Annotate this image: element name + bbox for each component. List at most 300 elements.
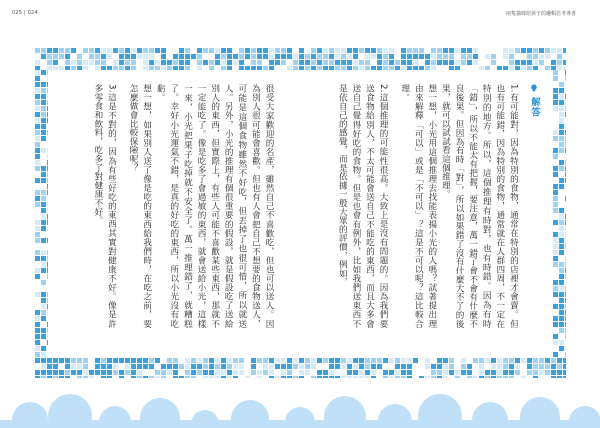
mosaic-square <box>479 376 484 378</box>
mosaic-square <box>59 358 64 363</box>
mosaic-square <box>565 88 566 93</box>
mosaic-square <box>263 358 268 363</box>
mosaic-square <box>497 60 502 65</box>
mosaic-square <box>113 48 118 53</box>
mosaic-square <box>161 48 166 53</box>
mosaic-square <box>491 48 496 53</box>
mosaic-square <box>89 370 94 375</box>
mosaic-square <box>407 364 412 369</box>
mosaic-square <box>35 226 40 231</box>
mosaic-square <box>233 48 238 53</box>
mosaic-square <box>503 364 508 369</box>
mosaic-square <box>245 48 250 53</box>
mosaic-square <box>533 60 538 65</box>
answer-paragraph-2: 2.這個推理的可能性很高。大致上是沒有問題的。因為我們要送食物給別人，不太可能會送自己不能吃的東西，而且大多會送自己覺得好吃的食物。但是也會有例外，比如我們送東西不是依自己的感覺，而是依據一般大眾的評價，例如， <box>337 84 389 328</box>
mosaic-square <box>545 358 550 363</box>
mosaic-square <box>35 274 40 279</box>
mosaic-square <box>383 54 388 59</box>
mosaic-square <box>553 334 558 339</box>
mosaic-square <box>559 196 564 201</box>
mosaic-square <box>565 280 566 285</box>
mosaic-square <box>305 370 310 375</box>
mosaic-square <box>251 54 256 59</box>
mosaic-square <box>347 376 352 378</box>
mosaic-square <box>533 48 538 53</box>
mosaic-square <box>527 370 532 375</box>
mosaic-square <box>65 60 70 65</box>
mosaic-square <box>257 60 262 65</box>
mosaic-square <box>407 48 412 53</box>
mosaic-square <box>245 376 250 378</box>
mosaic-square <box>553 196 558 201</box>
mosaic-square <box>553 100 558 105</box>
mosaic-square <box>323 370 328 375</box>
mosaic-square <box>101 358 106 363</box>
mosaic-square <box>239 48 244 53</box>
mosaic-square <box>565 202 566 207</box>
mosaic-square <box>35 54 40 59</box>
mosaic-square <box>107 54 112 59</box>
mosaic-square <box>449 370 454 375</box>
mosaic-square <box>65 54 70 59</box>
mosaic-square <box>41 76 46 81</box>
mosaic-square <box>311 364 316 369</box>
mosaic-square <box>167 370 172 375</box>
mosaic-square <box>41 118 46 123</box>
mosaic-square <box>287 358 292 363</box>
mosaic-square <box>35 48 40 53</box>
mosaic-square <box>95 370 100 375</box>
mosaic-square <box>425 54 430 59</box>
cloud-decoration <box>0 386 600 428</box>
mosaic-square <box>185 364 190 369</box>
mosaic-square <box>437 54 442 59</box>
mosaic-square <box>185 358 190 363</box>
mosaic-square <box>245 358 250 363</box>
mosaic-square <box>473 54 478 59</box>
mosaic-square <box>559 256 564 261</box>
mosaic-square <box>533 364 538 369</box>
mosaic-square <box>101 376 106 378</box>
mosaic-square <box>89 364 94 369</box>
mosaic-square <box>47 54 52 59</box>
mosaic-square <box>35 214 40 219</box>
mosaic-square <box>389 54 394 59</box>
answer-paragraph-3: 3.這是不對的，因為有些好吃的東西其實對健康不好。像是許多零食和飲料，吃多了對健康不好。 <box>92 84 117 328</box>
mosaic-square <box>389 376 394 378</box>
mosaic-square <box>479 60 484 65</box>
mosaic-square <box>559 322 564 327</box>
mosaic-square <box>167 54 172 59</box>
mosaic-square <box>521 370 526 375</box>
mosaic-square <box>565 82 566 87</box>
mosaic-square <box>559 328 564 333</box>
mosaic-square <box>41 346 46 351</box>
mosaic-square <box>553 292 558 297</box>
mosaic-square <box>269 358 274 363</box>
mosaic-square <box>41 250 46 255</box>
mosaic-square <box>527 376 532 378</box>
mosaic-square <box>559 118 564 123</box>
mosaic-square <box>509 364 514 369</box>
mosaic-square <box>553 160 558 165</box>
mosaic-square <box>245 54 250 59</box>
mosaic-square <box>95 358 100 363</box>
mosaic-square <box>503 54 508 59</box>
mosaic-square <box>293 370 298 375</box>
mosaic-square <box>35 178 40 183</box>
mosaic-square <box>467 358 472 363</box>
mosaic-square <box>341 364 346 369</box>
mosaic-square <box>551 364 556 369</box>
mosaic-square <box>299 376 304 378</box>
mosaic-square <box>455 364 460 369</box>
mosaic-square <box>281 48 286 53</box>
mosaic-square <box>553 130 558 135</box>
mosaic-square <box>41 340 46 345</box>
mosaic-square <box>473 60 478 65</box>
mosaic-square <box>443 370 448 375</box>
mosaic-square <box>53 48 58 53</box>
mosaic-square <box>269 364 274 369</box>
mosaic-square <box>203 60 208 65</box>
mosaic-square <box>95 364 100 369</box>
mosaic-square <box>35 100 40 105</box>
mosaic-square <box>287 376 292 378</box>
mosaic-square <box>565 160 566 165</box>
mosaic-square <box>431 358 436 363</box>
mosaic-square <box>565 226 566 231</box>
mosaic-square <box>125 60 130 65</box>
mosaic-square <box>41 142 46 147</box>
mosaic-square <box>553 220 558 225</box>
mosaic-square <box>559 136 564 141</box>
mosaic-square <box>149 370 154 375</box>
mosaic-square <box>299 364 304 369</box>
mosaic-square <box>565 340 566 345</box>
mosaic-square <box>559 304 564 309</box>
mosaic-square <box>41 148 46 153</box>
mosaic-square <box>41 232 46 237</box>
mosaic-square <box>305 376 310 378</box>
mosaic-square <box>563 364 566 369</box>
mosaic-square <box>137 370 142 375</box>
mosaic-square <box>233 60 238 65</box>
mosaic-square <box>553 262 558 267</box>
mosaic-square <box>553 118 558 123</box>
mosaic-square <box>359 358 364 363</box>
mosaic-square <box>431 48 436 53</box>
mosaic-square <box>365 364 370 369</box>
mosaic-square <box>269 60 274 65</box>
mosaic-square <box>197 376 202 378</box>
mosaic-square <box>559 166 564 171</box>
mosaic-square <box>47 358 52 363</box>
mosaic-square <box>553 322 558 327</box>
mosaic-square <box>311 376 316 378</box>
mosaic-square <box>203 358 208 363</box>
mosaic-square <box>41 94 46 99</box>
mosaic-square <box>107 370 112 375</box>
mosaic-square <box>335 370 340 375</box>
mosaic-square <box>275 364 280 369</box>
mosaic-square <box>155 54 160 59</box>
mosaic-square <box>77 364 82 369</box>
mosaic-square <box>425 358 430 363</box>
mosaic-square <box>559 220 564 225</box>
mosaic-square <box>41 54 46 59</box>
mosaic-square <box>287 48 292 53</box>
mosaic-square <box>479 364 484 369</box>
mosaic-square <box>329 60 334 65</box>
mosaic-square <box>143 60 148 65</box>
mosaic-square <box>119 358 124 363</box>
mosaic-square <box>41 88 46 93</box>
mosaic-square <box>437 358 442 363</box>
mosaic-square <box>565 310 566 315</box>
mosaic-square <box>71 358 76 363</box>
mosaic-square <box>125 54 130 59</box>
mosaic-square <box>559 340 564 345</box>
mosaic-square <box>565 268 566 273</box>
mosaic-square <box>179 54 184 59</box>
mosaic-square <box>125 370 130 375</box>
mosaic-square <box>353 370 358 375</box>
mosaic-square <box>203 48 208 53</box>
mosaic-square <box>473 48 478 53</box>
mosaic-square <box>553 352 558 357</box>
mosaic-square <box>365 358 370 363</box>
mosaic-square <box>35 130 40 135</box>
mosaic-square <box>539 54 544 59</box>
mosaic-square <box>473 364 478 369</box>
mosaic-square <box>565 346 566 351</box>
mosaic-square <box>559 280 564 285</box>
mosaic-square <box>329 54 334 59</box>
mosaic-square <box>353 364 358 369</box>
mosaic-square <box>407 358 412 363</box>
mosaic-square <box>65 376 70 378</box>
mosaic-square <box>377 48 382 53</box>
mosaic-square <box>559 202 564 207</box>
mosaic-square <box>559 94 564 99</box>
mosaic-square <box>455 60 460 65</box>
mosaic-square <box>293 376 298 378</box>
mosaic-square <box>101 370 106 375</box>
mosaic-square <box>77 376 82 378</box>
mosaic-square <box>383 370 388 375</box>
mosaic-square <box>125 364 130 369</box>
mosaic-square <box>41 334 46 339</box>
mosaic-square <box>533 370 538 375</box>
mosaic-square <box>233 370 238 375</box>
mosaic-square <box>41 244 46 249</box>
mosaic-square <box>287 364 292 369</box>
mosaic-square <box>565 352 566 357</box>
mosaic-square <box>41 310 46 315</box>
mosaic-square <box>41 322 46 327</box>
mosaic-square <box>305 48 310 53</box>
mosaic-square <box>559 130 564 135</box>
mosaic-square <box>377 358 382 363</box>
mosaic-square <box>215 364 220 369</box>
mosaic-square <box>35 82 40 87</box>
mosaic-square <box>317 54 322 59</box>
mosaic-square <box>167 376 172 378</box>
mosaic-square <box>563 376 566 378</box>
mosaic-square <box>35 166 40 171</box>
mosaic-square <box>35 184 40 189</box>
mosaic-square <box>389 370 394 375</box>
mosaic-square <box>41 106 46 111</box>
mosaic-square <box>437 60 442 65</box>
mosaic-square <box>209 358 214 363</box>
mosaic-square <box>35 106 40 111</box>
mosaic-square <box>539 364 544 369</box>
mosaic-square <box>299 48 304 53</box>
mosaic-square <box>119 364 124 369</box>
mosaic-square <box>113 358 118 363</box>
mosaic-square <box>101 364 106 369</box>
mosaic-square <box>347 60 352 65</box>
mosaic-square <box>71 48 76 53</box>
mosaic-square <box>401 364 406 369</box>
mosaic-square <box>179 48 184 53</box>
mosaic-square <box>407 60 412 65</box>
mosaic-square <box>553 304 558 309</box>
mosaic-square <box>565 172 566 177</box>
mosaic-square <box>131 370 136 375</box>
mosaic-border-top <box>35 48 566 70</box>
mosaic-square <box>83 358 88 363</box>
mosaic-square <box>553 298 558 303</box>
mosaic-square <box>419 370 424 375</box>
mosaic-square <box>479 358 484 363</box>
mosaic-square <box>559 352 564 357</box>
mosaic-square <box>503 376 508 378</box>
mosaic-square <box>161 60 166 65</box>
mosaic-square <box>119 48 124 53</box>
mosaic-square <box>323 358 328 363</box>
mosaic-square <box>35 124 40 129</box>
mosaic-square <box>559 244 564 249</box>
mosaic-square <box>227 48 232 53</box>
mosaic-square <box>371 48 376 53</box>
mosaic-square <box>209 54 214 59</box>
mosaic-square <box>41 328 46 333</box>
mosaic-square <box>41 268 46 273</box>
mosaic-square <box>565 178 566 183</box>
mosaic-square <box>227 54 232 59</box>
mosaic-square <box>559 208 564 213</box>
mosaic-square <box>497 376 502 378</box>
mosaic-square <box>173 364 178 369</box>
mosaic-square <box>35 118 40 123</box>
mosaic-square <box>565 334 566 339</box>
mosaic-square <box>509 376 514 378</box>
mosaic-square <box>443 54 448 59</box>
mosaic-square <box>553 232 558 237</box>
mosaic-square <box>437 376 442 378</box>
mosaic-square <box>425 364 430 369</box>
mosaic-square <box>443 358 448 363</box>
mosaic-square <box>527 358 532 363</box>
mosaic-square <box>305 358 310 363</box>
mosaic-square <box>59 364 64 369</box>
mosaic-square <box>551 60 556 65</box>
mosaic-square <box>323 54 328 59</box>
mosaic-square <box>449 358 454 363</box>
mosaic-square <box>59 370 64 375</box>
mosaic-square <box>35 262 40 267</box>
mosaic-square <box>431 364 436 369</box>
mosaic-square <box>221 60 226 65</box>
mosaic-square <box>137 60 142 65</box>
mosaic-square <box>401 54 406 59</box>
mosaic-square <box>137 358 142 363</box>
mosaic-square <box>65 358 70 363</box>
mosaic-square <box>269 54 274 59</box>
mosaic-square <box>563 60 566 65</box>
mosaic-square <box>209 60 214 65</box>
mosaic-square <box>251 358 256 363</box>
mosaic-square <box>41 48 46 53</box>
mosaic-square <box>565 76 566 81</box>
mosaic-square <box>197 370 202 375</box>
mosaic-square <box>407 376 412 378</box>
mosaic-square <box>35 190 40 195</box>
mosaic-square <box>329 370 334 375</box>
mosaic-border-left <box>35 70 48 358</box>
mosaic-square <box>35 60 40 65</box>
mosaic-square <box>557 370 562 375</box>
mosaic-square <box>485 370 490 375</box>
mosaic-square <box>245 370 250 375</box>
mosaic-square <box>131 376 136 378</box>
mosaic-square <box>281 364 286 369</box>
mosaic-square <box>281 54 286 59</box>
mosaic-square <box>395 54 400 59</box>
mosaic-square <box>553 310 558 315</box>
mosaic-square <box>35 220 40 225</box>
mosaic-square <box>173 376 178 378</box>
mosaic-square <box>559 70 564 75</box>
mosaic-square <box>539 370 544 375</box>
mosaic-square <box>275 60 280 65</box>
mosaic-square <box>35 208 40 213</box>
mosaic-square <box>533 358 538 363</box>
mosaic-square <box>395 376 400 378</box>
mosaic-square <box>553 286 558 291</box>
mosaic-square <box>311 60 316 65</box>
mosaic-square <box>41 298 46 303</box>
mosaic-square <box>167 364 172 369</box>
mosaic-square <box>563 370 566 375</box>
mosaic-square <box>41 184 46 189</box>
mosaic-square <box>47 48 52 53</box>
mosaic-square <box>203 364 208 369</box>
mosaic-square <box>35 286 40 291</box>
mosaic-square <box>35 112 40 117</box>
mosaic-square <box>553 94 558 99</box>
mosaic-square <box>509 54 514 59</box>
mosaic-square <box>95 60 100 65</box>
mosaic-square <box>83 364 88 369</box>
mosaic-square <box>365 54 370 59</box>
mosaic-square <box>491 358 496 363</box>
mosaic-square <box>341 358 346 363</box>
mosaic-square <box>293 364 298 369</box>
